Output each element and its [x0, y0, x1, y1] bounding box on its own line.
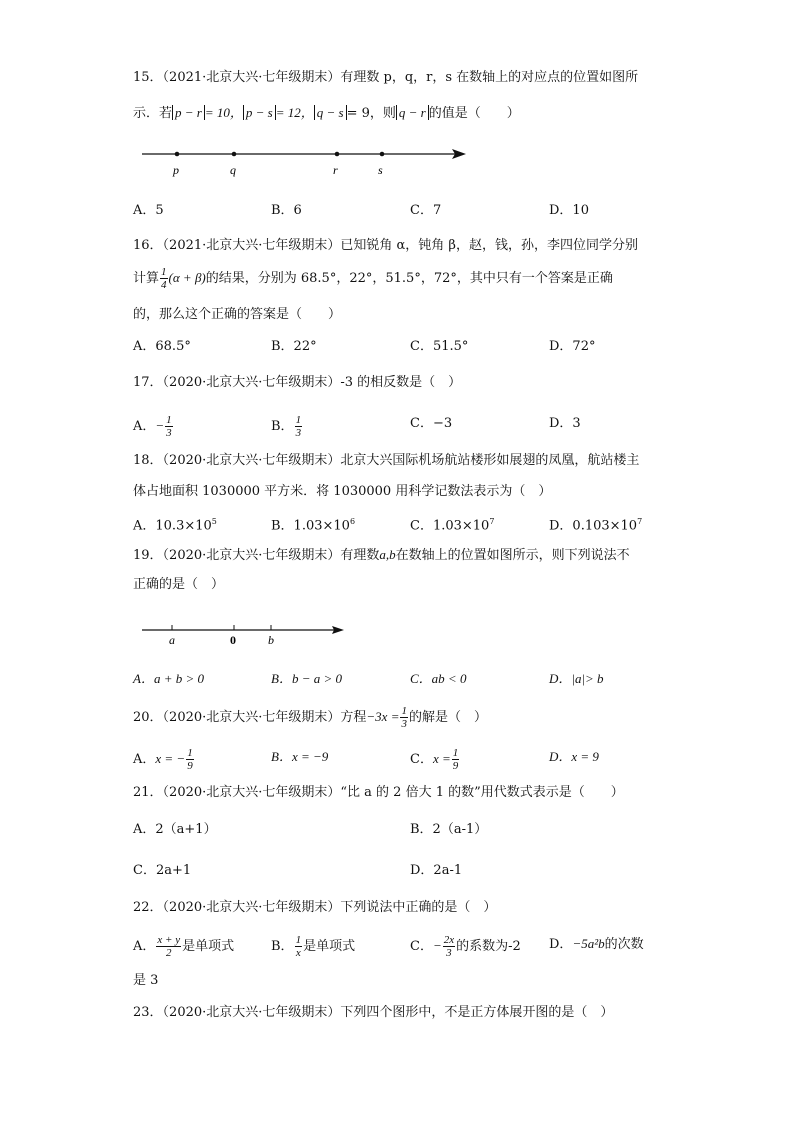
q15-abs-pr: p − r: [172, 105, 205, 120]
frac-den: 9: [452, 760, 459, 772]
q22-option-b-frac: [295, 934, 303, 959]
q22-option-c-frac: [443, 934, 455, 959]
frac-num: 1: [166, 414, 172, 426]
q19-option-b[interactable]: B．b − a > 0: [271, 671, 342, 686]
q21-option-d[interactable]: D．2a-1: [410, 863, 463, 878]
q22-option-c-sign: −: [432, 938, 442, 953]
q18-option-a[interactable]: [133, 512, 217, 536]
q18-stem-line2: 体占地面积 1030000 平方米．将 1030000 用科学记数法表示为（ ）: [133, 484, 552, 499]
q18-option-a-exp: 5: [211, 517, 217, 526]
q15-text: 示．若: [133, 106, 173, 121]
frac-den: 3: [446, 947, 452, 959]
q16-option-d[interactable]: D．72°: [549, 339, 596, 354]
q17-option-d[interactable]: D．3: [549, 416, 581, 431]
q20-option-c-label: C．: [410, 752, 433, 767]
q20-option-c[interactable]: [410, 747, 460, 772]
q16-stem-line3: 的，那么这个正确的答案是（ ）: [133, 307, 342, 322]
q15-abs-qs: q − s: [314, 105, 347, 120]
q20-option-a[interactable]: [133, 747, 195, 772]
q16-stem-line1: 16．（2021·北京大兴·七年级期末）已知锐角 α，钝角 β，赵，钱，孙，李四位同学分别: [133, 238, 638, 253]
q22-option-d-expr: −5a²b: [572, 936, 605, 951]
q22-option-b-text: 是单项式: [303, 939, 356, 954]
q20-eq-frac: [400, 705, 408, 730]
q18-option-d-exp: 7: [637, 517, 643, 526]
q22-option-a[interactable]: [133, 934, 234, 959]
q22-option-c-text: 的系数为-2: [456, 939, 521, 954]
q21-option-c[interactable]: C．2a+1: [133, 863, 192, 878]
frac-den: 3: [295, 427, 302, 439]
q17-option-b[interactable]: [271, 414, 303, 439]
q20-text: 20．（2020·北京大兴·七年级期末）方程: [133, 710, 367, 725]
q20-option-b[interactable]: B．x = −9: [271, 749, 329, 764]
q15-option-d[interactable]: D．10: [549, 203, 589, 218]
q22-stem: 22．（2020·北京大兴·七年级期末）下列说法中正确的是（ ）: [133, 900, 497, 915]
q19-stem-line1: [133, 545, 630, 566]
q18-option-d[interactable]: [549, 512, 642, 536]
q16-text: 的结果，分别为 68.5°，22°，51.5°，72°，其中只有一个答案是正确: [205, 271, 613, 286]
q15-option-c[interactable]: C．7: [410, 203, 442, 218]
q22-option-d-label: D．: [549, 937, 573, 952]
q15-text: = 10，: [204, 105, 243, 120]
q15-stem-line2: [133, 103, 520, 124]
q18-option-c[interactable]: [410, 512, 494, 536]
q19-number-line: [140, 620, 350, 650]
frac-num: 1: [295, 934, 302, 946]
q21-option-b[interactable]: B．2（a-1）: [410, 822, 488, 837]
q23-stem: 23．（2020·北京大兴·七年级期末）下列四个图形中，不是正方体展开图的是（ ）: [133, 1005, 614, 1020]
q19-vars: a,b: [379, 547, 396, 562]
q20-eq-lhs: −3x =: [366, 709, 400, 724]
q22-option-d-continued: 是 3: [133, 973, 159, 988]
q21-option-a[interactable]: A．2（a+1）: [133, 822, 217, 837]
q15-abs-ps: p − s: [243, 105, 276, 120]
q16-frac-num: 1: [161, 266, 167, 278]
q15-number-line: [140, 143, 470, 183]
q20-option-a-frac: [186, 747, 194, 772]
q19-stem-line2: 正确的是（ ）: [133, 577, 225, 592]
q21-stem: 21．（2020·北京大兴·七年级期末）“比 a 的 2 倍大 1 的数”用代数式表示是（ ）: [133, 785, 624, 800]
point-label-q: q: [230, 163, 236, 177]
q20-option-d[interactable]: D．x = 9: [549, 749, 599, 764]
q18-stem-line1: 18．（2020·北京大兴·七年级期末）北京大兴国际机场航站楼形如展翅的凤凰，航站楼主: [133, 453, 640, 468]
q15-abs-qr: q − r: [396, 105, 429, 120]
frac-num: 1: [187, 747, 193, 759]
q16-option-c[interactable]: C．51.5°: [410, 339, 469, 354]
point-p: [175, 152, 180, 157]
q18-option-b[interactable]: [271, 512, 355, 536]
frac-den: 3: [401, 718, 407, 730]
point-s: [380, 152, 385, 157]
q15-option-a[interactable]: A．5: [133, 203, 164, 218]
frac-den: 9: [187, 760, 193, 772]
frac-den: 2: [165, 947, 172, 959]
frac-num: x + y: [157, 934, 181, 946]
q16-option-b[interactable]: B．22°: [271, 339, 317, 354]
q17-option-a[interactable]: [133, 414, 174, 439]
q15-option-b[interactable]: B．6: [271, 203, 302, 218]
q20-option-a-label: A．: [133, 752, 156, 767]
point-label-r: r: [333, 163, 338, 177]
q20-text: 的解是（ ）: [408, 710, 487, 725]
q16-option-a[interactable]: A．68.5°: [133, 339, 191, 354]
q22-option-c-label: C．: [410, 939, 433, 954]
q17-option-a-frac: [165, 414, 173, 439]
frac-num: 1: [401, 705, 407, 717]
q16-expr: (α + β): [168, 270, 206, 285]
q22-option-b[interactable]: [271, 934, 355, 959]
q15-text: 的值是（ ）: [428, 106, 520, 121]
q18-option-d-text: D．0.103×10: [549, 518, 638, 534]
q16-frac-den: 4: [161, 279, 167, 291]
q18-option-c-exp: 7: [489, 517, 495, 526]
q19-text: 19．（2020·北京大兴·七年级期末）有理数: [133, 548, 380, 563]
q16-text: 计算: [133, 271, 160, 286]
q15-text: = 9，则: [346, 106, 396, 121]
q20-option-c-frac: [452, 747, 460, 772]
q22-option-b-label: B．: [271, 939, 294, 954]
q18-option-a-text: A．10.3×10: [133, 518, 212, 534]
q17-option-a-sign: −: [155, 418, 165, 433]
q22-option-a-frac: [156, 934, 181, 959]
q19-option-a[interactable]: A．a + b > 0: [133, 671, 204, 686]
q18-option-b-exp: 6: [349, 517, 356, 526]
axis-label-b: b: [268, 633, 274, 647]
q17-option-c[interactable]: C．−3: [410, 416, 453, 431]
q22-option-a-label: A．: [133, 939, 156, 954]
q17-option-a-label: A．: [133, 419, 156, 434]
point-r: [335, 152, 340, 157]
axis-label-zero: 0: [230, 633, 236, 647]
q17-stem: 17．（2020·北京大兴·七年级期末）-3 的相反数是（ ）: [133, 375, 462, 390]
q20-option-c-lhs: x =: [432, 751, 451, 766]
point-label-p: p: [173, 163, 179, 177]
q15-stem-line1: 15．（2021·北京大兴·七年级期末）有理数 p，q，r，s 在数轴上的对应点的位置如图所: [133, 70, 639, 85]
q22-option-c[interactable]: [410, 934, 521, 959]
frac-num: 2x: [443, 934, 455, 946]
q16-stem-line2: [133, 266, 613, 291]
q18-option-c-text: C．1.03×10: [410, 518, 490, 534]
frac-den: 3: [166, 427, 172, 439]
q22-option-a-text: 是单项式: [182, 939, 235, 954]
frac-num: 1: [452, 747, 459, 759]
frac-num: 1: [295, 414, 302, 426]
q19-option-c[interactable]: C．ab < 0: [410, 671, 467, 686]
q17-option-b-frac: [295, 414, 303, 439]
point-label-s: s: [378, 163, 383, 177]
q18-option-b-text: B．1.03×10: [271, 518, 350, 534]
q20-option-a-lhs: x = −: [155, 751, 186, 766]
point-q: [232, 152, 237, 157]
q19-option-d[interactable]: D．|a|> b: [549, 671, 604, 686]
frac-den: x: [295, 947, 301, 959]
q20-stem: [133, 705, 487, 730]
q15-text: = 12，: [275, 105, 314, 120]
q16-fraction: [160, 266, 168, 291]
q19-text: 在数轴上的位置如图所示，则下列说法不: [395, 548, 630, 563]
q22-option-d[interactable]: [549, 934, 644, 955]
q22-option-d-text: 的次数: [604, 937, 644, 952]
axis-label-a: a: [169, 633, 175, 647]
q17-option-b-label: B．: [271, 419, 294, 434]
